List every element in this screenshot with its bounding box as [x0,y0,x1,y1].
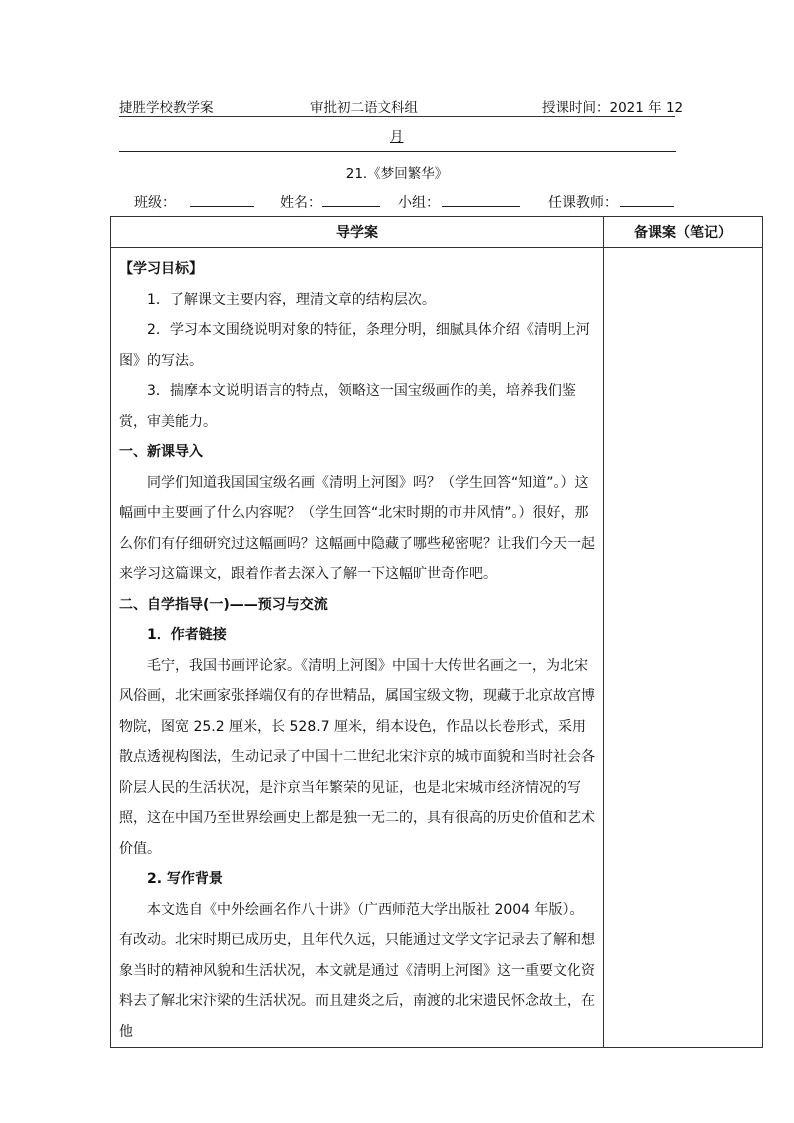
section-heading: 二、自学指导(一)——预习与交流 [119,596,328,613]
author-paragraph: 毛宁，我国书画评论家。《清明上河图》中国十大传世名画之一，为北宋风俗画，北宋画家张择端仅有的存世精品，属国宝级文物，现藏于北京故宫博物院，图宽 25.2 厘米，长 528.7 厘米，绢本设色，作品以长卷形式，采用散点透视构图法，生动记录了中国十二世纪北宋汴京的城市面貌和当时社会各阶层人民的生活状况，是汴京当年繁荣的见证，也是北宋城市经济情况的写照，这在中国乃至世界绘画史上都是独一无二的，具有很高的历史价值和艺术价值。 [119,657,595,857]
section-heading: 一、新课导入 [119,444,203,460]
class-time: 授课时间：2021 年 12 [542,100,684,116]
teacher-label: 任课教师： [548,195,618,211]
header-month: 月 [390,129,404,145]
guide-cell [111,248,604,1048]
goal-item: 1．了解课文主要内容，理清文章的结构层次。 [147,291,436,308]
header-month-line [390,125,412,145]
reviewer-group: 审批初二语文科组 [310,100,418,116]
class-label: 班级： [134,195,176,211]
document-header [119,96,684,117]
notes-header: 备课案（笔记） [604,217,763,248]
class-field [134,192,176,212]
goals-heading: 【学习目标】 [119,261,203,277]
goal-item: 2．学习本文围绕说明对象的特征，条理分明，细腻具体介绍《清明上河图》的写法。 [119,322,590,369]
intro-paragraph: 同学们知道我国国宝级名画《清明上河图》吗？（学生回答“知道”。）这幅画中主要画了什么内容呢？（学生回答“北宋时期的市井风情”。）很好，那么你们有仔细研究过这幅画吗？这幅画中隐藏了哪些秘密呢？让我们今天一起来学习这篇课文，跟着作者去深入了解一下这幅旷世奇作吧。 [119,474,595,582]
notes-cell[interactable] [604,248,763,1048]
subsection-heading: 1．作者链接 [147,627,227,643]
goal-item: 3．揣摩本文说明语言的特点，领略这一国宝级画作的美，培养我们鉴赏，审美能力。 [119,383,576,430]
lesson-table [110,216,763,1048]
group-label: 小组： [398,195,440,211]
school-name: 捷胜学校教学案 [119,100,214,116]
lesson-title: 21.《梦回繁华》 [345,166,449,182]
header-rule [119,151,676,152]
name-label: 姓名： [280,195,322,211]
background-paragraph: 本文选自《中外绘画名作八十讲》（广西师范大学出版社 2004 年版）。有改动。北宋时期已成历史，且年代久远，只能通过文学文字记录去了解和想象当时的精神风貌和生活状况，本文就是通过《清明上河图》这一重要文化资料去了解北宋汴梁的生活状况。而且建炎之后，南渡的北宋遗民怀念故土，在他 [119,901,595,1040]
subsection-heading: 2. 写作背景 [147,871,223,887]
guide-header: 导学案 [111,217,604,248]
